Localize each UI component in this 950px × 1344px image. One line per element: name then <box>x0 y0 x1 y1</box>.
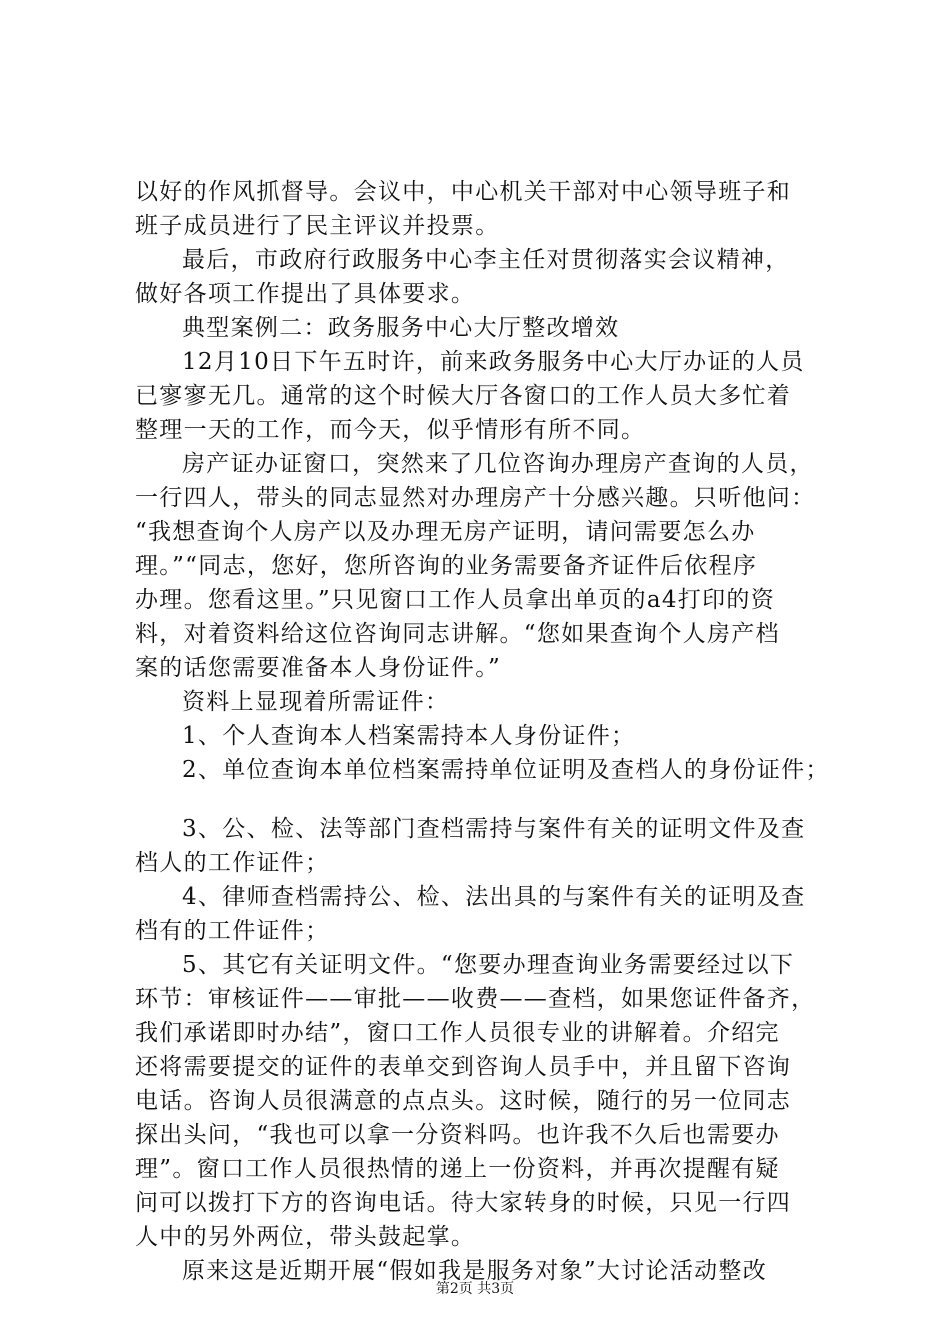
text-line: 做好各项工作提出了具体要求。 <box>135 281 476 307</box>
page-number-footer: 第2页 共3页 <box>435 1281 515 1297</box>
list-item: 1、个人查询本人档案需持本人身份证件； <box>182 723 636 749</box>
text-line: 班子成员进行了民主评议并投票。 <box>135 213 500 239</box>
text-line: 还将需要提交的证件的表单交到咨询人员手中，并且留下咨询 <box>135 1054 792 1080</box>
text-line: 12月10日下午五时许，前来政务服务中心大厅办证的人员 <box>182 349 805 375</box>
text-line: “我想查询个人房产以及办理无房产证明，请问需要怎么办 <box>135 519 756 545</box>
text-line: 理。”“同志，您好，您所咨询的业务需要备齐证件后依程序 <box>135 553 758 579</box>
text-line: 档有的工件证件； <box>135 918 330 944</box>
text-line: 房产证办证窗口，突然来了几位咨询办理房产查询的人员， <box>182 451 814 477</box>
text-line: 理”。窗口工作人员很热情的递上一份资料，并再次提醒有疑 <box>135 1156 780 1182</box>
text-line: 档人的工作证件； <box>135 850 330 876</box>
text-line: 一行四人，带头的同志显然对办理房产十分感兴趣。只听他问： <box>135 485 816 511</box>
list-item: 2、单位查询本单位档案需持单位证明及查档人的身份证件； <box>182 757 830 783</box>
text-line: 以好的作风抓督导。会议中，中心机关干部对中心领导班子和 <box>135 179 792 205</box>
list-item: 3、公、检、法等部门查档需持与案件有关的证明文件及查 <box>182 816 806 842</box>
section-heading: 典型案例二：政务服务中心大厅整改增效 <box>182 315 620 341</box>
list-item: 4、律师查档需持公、检、法出具的与案件有关的证明及查 <box>182 884 806 910</box>
text-line: 原来这是近期开展“假如我是服务对象”大讨论活动整改 <box>182 1258 768 1284</box>
text-line: 已寥寥无几。通常的这个时候大厅各窗口的工作人员大多忙着 <box>135 383 792 409</box>
text-line: 料，对着资料给这位咨询同志讲解。“您如果查询个人房产档 <box>135 621 780 647</box>
text-line: 电话。咨询人员很满意的点点头。这时候，随行的另一位同志 <box>135 1088 792 1114</box>
list-item: 5、其它有关证明文件。“您要办理查询业务需要经过以下 <box>182 952 795 978</box>
text-line: 整理一天的工作，而今天，似乎情形有所不同。 <box>135 417 646 443</box>
text-line: 最后，市政府行政服务中心李主任对贯彻落实会议精神， <box>182 247 790 273</box>
text-line: 探出头问，“我也可以拿一分资料吗。也许我不久后也需要办 <box>135 1122 780 1148</box>
text-line: 问可以拨打下方的咨询电话。待大家转身的时候，只见一行四 <box>135 1190 792 1216</box>
text-line: 人中的另外两位，带头鼓起掌。 <box>135 1224 476 1250</box>
text-line: 办理。您看这里。”只见窗口工作人员拿出单页的a4打印的资 <box>135 587 776 613</box>
text-line: 案的话您需要准备本人身份证件。” <box>135 655 502 681</box>
text-line: 环节：审核证件——审批——收费——查档，如果您证件备齐， <box>135 986 816 1012</box>
text-line: 我们承诺即时办结”，窗口工作人员很专业的讲解着。介绍完 <box>135 1020 780 1046</box>
text-line: 资料上显现着所需证件： <box>182 689 450 715</box>
